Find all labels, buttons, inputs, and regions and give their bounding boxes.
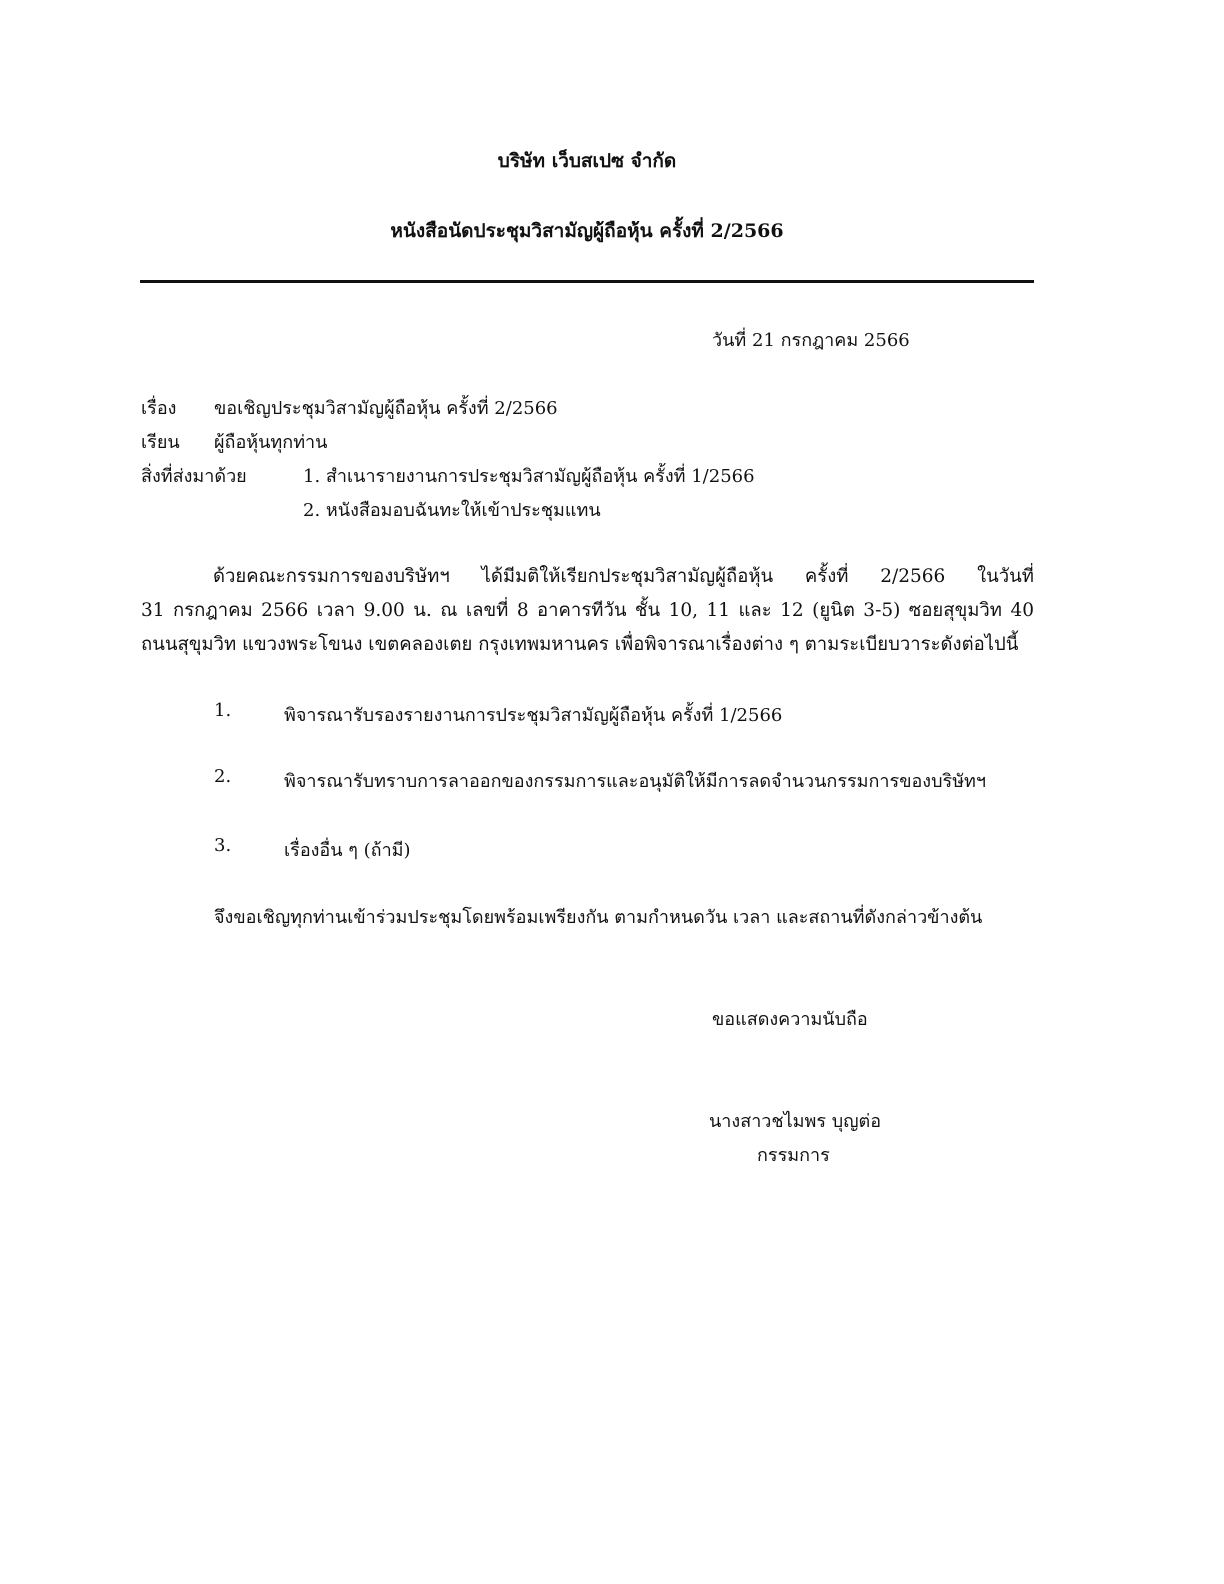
enclosures-label: สิ่งที่ส่งมาด้วย <box>141 466 247 487</box>
agenda-item: พิจารณารับทราบการลาออกของกรรมการและอนุมัติให้มีการลดจำนวนกรรมการของบริษัทฯ <box>284 771 987 792</box>
recipient-value: ผู้ถือหุ้นทุกท่าน <box>214 432 328 453</box>
signatory-position: กรรมการ <box>757 1145 830 1166</box>
signoff: ขอแสดงความนับถือ <box>712 1009 868 1030</box>
agenda-item: พิจารณารับรองรายงานการประชุมวิสามัญผู้ถือหุ้น ครั้งที่ 1/2566 <box>284 705 783 726</box>
subject-label: เรื่อง <box>141 398 177 419</box>
agenda-item: เรื่องอื่น ๆ (ถ้ามี) <box>284 840 411 861</box>
document-title: หนังสือนัดประชุมวิสามัญผู้ถือหุ้น ครั้งที่ 2/2566 <box>390 220 784 242</box>
letter-date: วันที่ 21 กรกฎาคม 2566 <box>712 330 910 351</box>
enclosure-item: 1. สำเนารายงานการประชุมวิสามัญผู้ถือหุ้น ครั้งที่ 1/2566 <box>303 466 755 487</box>
agenda-number: 2. <box>214 766 232 787</box>
agenda-number: 3. <box>214 835 232 856</box>
signatory-name: นางสาวชไมพร บุญต่อ <box>709 1111 882 1132</box>
agenda-number: 1. <box>214 700 232 721</box>
subject-value: ขอเชิญประชุมวิสามัญผู้ถือหุ้น ครั้งที่ 2/2566 <box>214 398 558 419</box>
recipient-label: เรียน <box>141 432 180 453</box>
header-divider <box>140 280 1034 283</box>
closing-invitation: จึงขอเชิญทุกท่านเข้าร่วมประชุมโดยพร้อมเพรียงกัน ตามกำหนดวัน เวลา และสถานที่ดังกล่าวข้างต้น <box>214 907 983 928</box>
body-line: ด้วยคณะกรรมการของบริษัทฯ ได้มีมติให้เรียกประชุมวิสามัญผู้ถือหุ้น ครั้งที่ 2/2566 ในวันที่ <box>213 566 1034 587</box>
body-line: 31 กรกฎาคม 2566 เวลา 9.00 น. ณ เลขที่ 8 อาคารทีวัน ชั้น 10, 11 และ 12 (ยูนิต 3-5) ซอยสุขุมวิท 40 <box>141 600 1034 621</box>
enclosure-item: 2. หนังสือมอบฉันทะให้เข้าประชุมแทน <box>303 500 601 521</box>
company-name: บริษัท เว็บสเปซ จำกัด <box>497 150 677 172</box>
body-line: ถนนสุขุมวิท แขวงพระโขนง เขตคลองเตย กรุงเทพมหานคร เพื่อพิจารณาเรื่องต่าง ๆ ตามระเบียบวาระดังต่อไปนี้ <box>141 634 1019 655</box>
body-paragraph <box>141 560 1034 662</box>
